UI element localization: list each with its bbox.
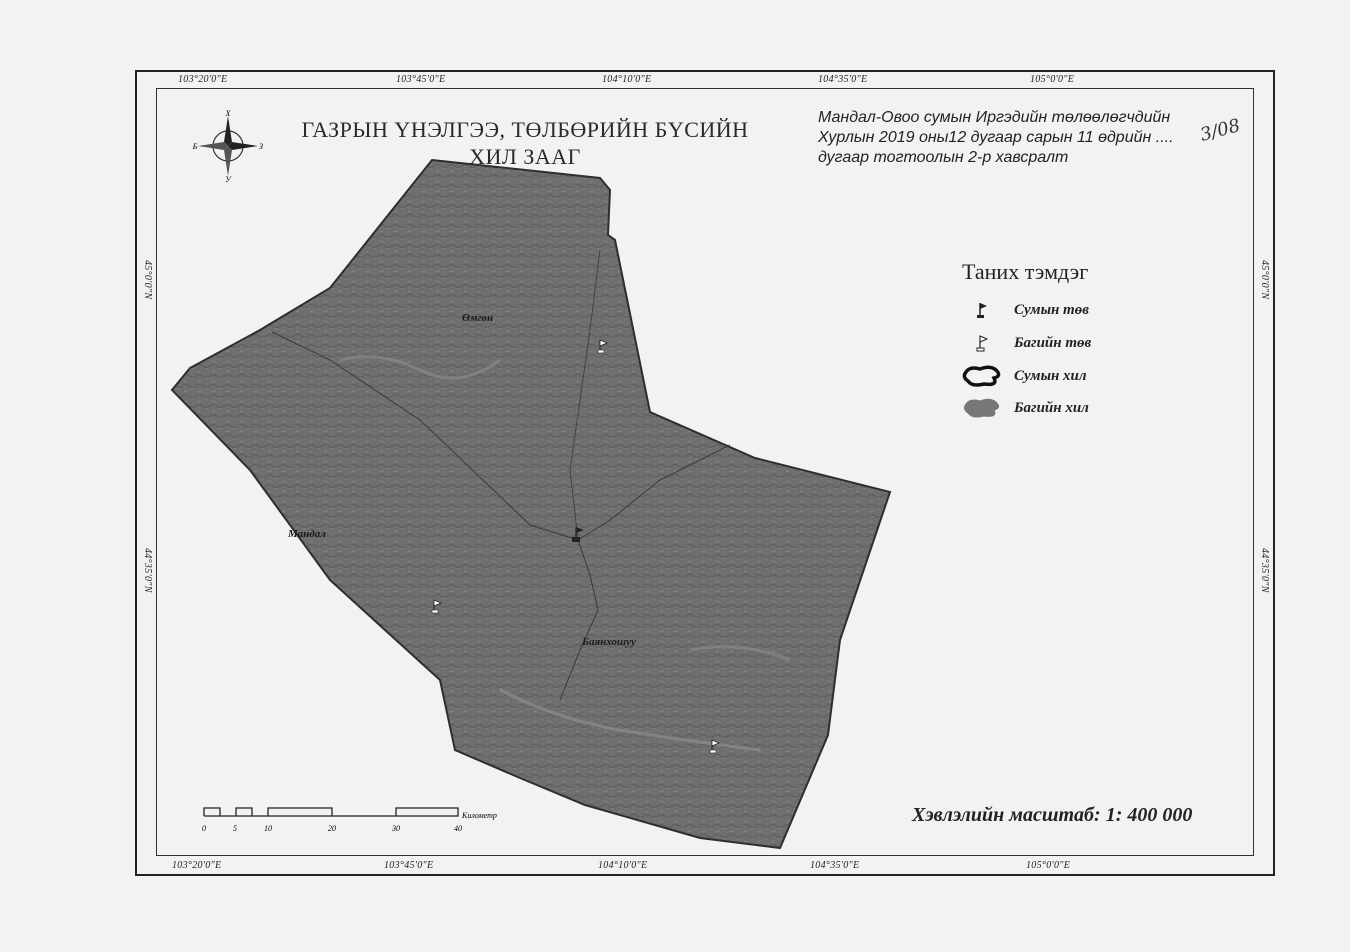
legend-label: Сумын төв (1014, 301, 1089, 318)
compass-rose-icon (192, 110, 264, 182)
coord-left-2: 44°35'0"N (142, 548, 153, 593)
resolution-note (818, 108, 1238, 168)
scale-tick: 5 (233, 824, 237, 833)
scale-tick: 30 (392, 824, 400, 833)
legend-item-bag-boundary (960, 396, 1089, 420)
place-label-mandal: Мандал (288, 528, 326, 540)
coord-top-4: 104°35'0"E (818, 74, 868, 85)
coord-bottom-5: 105°0'0"E (1026, 860, 1071, 871)
note-line-1: Мандал-Овоо сумын Иргэдийн төлөөлөгчдийн (818, 109, 1171, 126)
scale-tick: 0 (202, 824, 206, 833)
soum-center-flag-icon (960, 298, 1004, 322)
map-title-line-2: ХИЛ ЗААГ (469, 144, 581, 169)
compass-s: У (225, 175, 231, 182)
place-label-bayankhoshuu: Баянхошуу (582, 636, 636, 648)
coord-top-2: 103°45'0"E (396, 74, 446, 85)
print-scale: Хэвлэлийн масштаб: 1: 400 000 (912, 804, 1193, 826)
compass-e: З (259, 142, 263, 151)
coord-top-5: 105°0'0"E (1030, 74, 1075, 85)
soum-territory (172, 160, 890, 848)
legend-item-soum-boundary (960, 364, 1087, 388)
legend-label: Багийн хил (1014, 399, 1089, 416)
legend-label: Сумын хил (1014, 367, 1087, 384)
coord-bottom-2: 103°45'0"E (384, 860, 434, 871)
scale-unit: Километр (462, 811, 497, 820)
soum-boundary-outline-icon (960, 364, 1004, 388)
legend-item-soum-center (960, 298, 1089, 322)
scale-tick: 20 (328, 824, 336, 833)
legend-title: Таних тэмдэг (962, 259, 1089, 284)
coord-top-3: 104°10'0"E (602, 74, 652, 85)
coord-bottom-1: 103°20'0"E (172, 860, 222, 871)
coord-top-1: 103°20'0"E (178, 74, 228, 85)
map-title (280, 116, 770, 170)
coord-bottom-4: 104°35'0"E (810, 860, 860, 871)
map-title-line-1: ГАЗРЫН ҮНЭЛГЭЭ, ТӨЛБӨРИЙН БҮСИЙН (301, 117, 749, 142)
coord-right-1: 45°0'0"N (1259, 260, 1270, 300)
note-line-3: дугаар тогтоолын 2-р хавсралт (818, 149, 1069, 166)
legend-label: Багийн төв (1014, 334, 1092, 351)
bag-boundary-fill-icon (960, 396, 1004, 420)
compass-w: Б (192, 142, 198, 151)
handwritten-number: 3/08 (1197, 115, 1243, 146)
note-line-2: Хурлын 2019 оны12 дугаар сарын 11 өдрийн .... (818, 129, 1174, 146)
compass-n: Х (225, 110, 231, 118)
scale-tick: 40 (454, 824, 462, 833)
legend-item-bag-center (960, 331, 1091, 355)
bag-center-flag-icon (960, 331, 1004, 355)
scale-bar (196, 800, 516, 840)
coord-bottom-3: 104°10'0"E (598, 860, 648, 871)
coord-left-1: 45°0'0"N (142, 260, 153, 300)
place-label-omgon: Өмгөн (462, 312, 494, 324)
scale-tick: 10 (264, 824, 272, 833)
coord-right-2: 44°35'0"N (1259, 548, 1270, 593)
